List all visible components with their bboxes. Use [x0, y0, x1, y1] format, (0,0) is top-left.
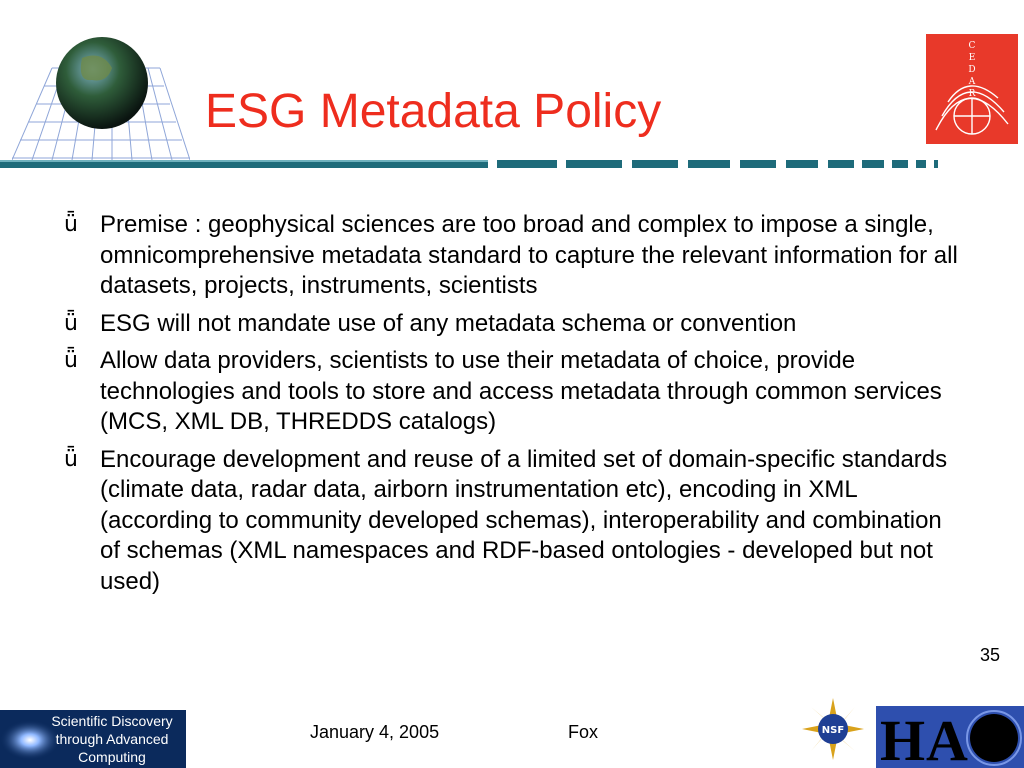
svg-text:A: A — [968, 77, 976, 87]
bullet-item — [60, 210, 960, 302]
bullet-text: Allow data providers, scientists to use their metadata of choice, provide technologies and tools to store and access metadata through common services (MCS, XML DB, THREDDS catalogs) — [100, 347, 942, 435]
bullet-text: ESG will not mandate use of any metadata schema or convention — [100, 309, 797, 337]
cedar-logo — [926, 34, 1018, 144]
bullet-item — [60, 445, 960, 598]
bullet-item — [60, 346, 960, 438]
bullet-text: Premise : geophysical sciences are too broad and complex to impose a single, omnicomprehensive metadata standard to capture the relevant information for all datasets, projects, instruments, scientists — [100, 211, 958, 299]
svg-text:H: H — [880, 708, 926, 768]
bullet-item — [60, 309, 960, 340]
svg-text:NSF: NSF — [821, 725, 845, 736]
bullet-list — [60, 210, 960, 604]
svg-text:C: C — [968, 41, 976, 51]
hao-logo — [876, 706, 1024, 768]
bullet-text: Encourage development and reuse of a limited set of domain-specific standards (climate data, radar data, airborn instrumentation etc), encoding in XML (according to community developed schemas), interoperability and combination of schemas (XML namespaces and RDF-based ontologies - developed but not used) — [100, 445, 948, 595]
slide-title: ESG Metadata Policy — [205, 85, 662, 138]
scidac-logo-text — [40, 712, 184, 766]
page-number: 35 — [980, 645, 1001, 665]
esg-globe-logo — [12, 28, 190, 160]
nsf-logo — [802, 698, 864, 760]
footer-date: January 4, 2005 — [310, 722, 440, 742]
scidac-line: through Advanced — [55, 731, 169, 747]
svg-text:E: E — [968, 53, 976, 63]
svg-text:R: R — [968, 89, 976, 99]
scidac-line: Computing — [78, 749, 146, 765]
title-divider — [0, 158, 950, 172]
arrow-bullet-icon: ǖ — [64, 212, 78, 237]
footer-author: Fox — [568, 722, 599, 742]
arrow-bullet-icon: ǖ — [64, 446, 78, 472]
scidac-line: Scientific Discovery — [51, 713, 173, 729]
arrow-bullet-icon: ǖ — [64, 310, 78, 336]
svg-text:A: A — [926, 708, 968, 768]
svg-text:D: D — [968, 65, 976, 75]
arrow-bullet-icon: ǖ — [64, 348, 78, 373]
scidac-logo — [0, 710, 186, 768]
